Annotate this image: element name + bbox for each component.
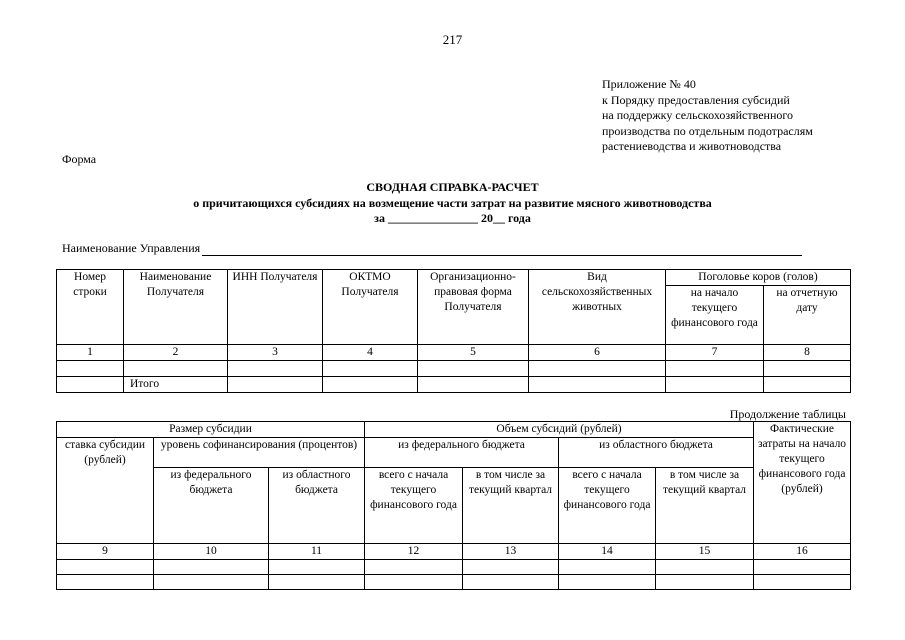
header-livestock-group: Поголовье коров (голов) (666, 270, 851, 286)
column-number: 1 (57, 345, 124, 361)
table-cell (559, 575, 656, 590)
header-recipient-name: Наименование Получателя (124, 270, 228, 345)
table-cell (228, 377, 323, 393)
column-number: 11 (269, 544, 365, 560)
total-label: Итого (124, 377, 228, 393)
table-cell (57, 361, 124, 377)
column-number: 14 (559, 544, 656, 560)
header-livestock-report: на отчетную дату (764, 286, 851, 345)
header-volume-federal: из федерального бюджета (365, 438, 559, 468)
table-cell (754, 575, 851, 590)
table-cell (365, 575, 463, 590)
column-number: 8 (764, 345, 851, 361)
title-period: за _______________ 20__ года (374, 211, 531, 226)
total-row (57, 377, 851, 393)
header-subsidy-rate: ставка субсидии (рублей) (57, 438, 154, 544)
column-number: 13 (463, 544, 559, 560)
form-label: Форма (62, 152, 97, 166)
appendix-line: Приложение № 40 (602, 77, 696, 91)
header-regional-quarter: в том числе за текущий квартал (656, 468, 754, 544)
table-row (57, 560, 851, 575)
title-line-1: СВОДНАЯ СПРАВКА-РАСЧЕТ (366, 180, 539, 194)
table-cell (764, 361, 851, 377)
header-volume-regional: из областного бюджета (559, 438, 754, 468)
column-number: 15 (656, 544, 754, 560)
header-cofin-regional: из областного бюджета (269, 468, 365, 544)
header-cofinancing: уровень софинансирования (процентов) (154, 438, 365, 468)
table-cell (559, 560, 656, 575)
appendix-line: на поддержку сельскохозяйственного (602, 108, 794, 123)
table-cell (529, 361, 666, 377)
appendix-line: к Порядку предоставления субсидий (602, 92, 790, 107)
table-cell (124, 361, 228, 377)
column-number: 12 (365, 544, 463, 560)
title-line-2: о причитающихся субсидиях на возмещение части затрат на развитие мясного животноводства (193, 195, 712, 210)
page-number: 217 (442, 32, 463, 47)
table-cell (463, 560, 559, 575)
table-cell (57, 560, 154, 575)
column-number-row (57, 544, 851, 560)
header-actual-costs: Фактические затраты на начало текущего финансового года (рублей) (754, 422, 851, 544)
header-regional-ytd: всего с начала текущего финансового года (559, 468, 656, 544)
table-cell (57, 377, 124, 393)
table-cell (666, 361, 764, 377)
appendix-line: производства по отдельным подотраслям (602, 123, 813, 138)
table-cell (529, 377, 666, 393)
header-row-number: Номер строки (57, 270, 124, 345)
column-number: 4 (323, 345, 418, 361)
summary-table-part1 (56, 269, 851, 393)
table-cell (418, 361, 529, 377)
table-cell (764, 377, 851, 393)
table-cell (154, 575, 269, 590)
table-cell (323, 361, 418, 377)
table-cell (323, 377, 418, 393)
table-cell (463, 575, 559, 590)
column-number: 3 (228, 345, 323, 361)
table-cell (269, 575, 365, 590)
header-legal-form: Организационно-правовая форма Получателя (418, 270, 529, 345)
column-number-row (57, 345, 851, 361)
table-cell (656, 575, 754, 590)
summary-table-part2 (56, 421, 851, 590)
appendix-line: растениеводства и животноводства (602, 139, 782, 154)
table-cell (754, 560, 851, 575)
column-number: 10 (154, 544, 269, 560)
table-row (57, 575, 851, 590)
column-number: 5 (418, 345, 529, 361)
continuation-label: Продолжение таблицы (729, 407, 846, 421)
table-cell (666, 377, 764, 393)
header-inn: ИНН Получателя (228, 270, 323, 345)
header-animal-type: Вид сельскохозяйственных животных (529, 270, 666, 345)
header-federal-quarter: в том числе за текущий квартал (463, 468, 559, 544)
table-cell (228, 361, 323, 377)
column-number: 7 (666, 345, 764, 361)
table-cell (57, 575, 154, 590)
column-number: 6 (529, 345, 666, 361)
header-subsidy-size: Размер субсидии (57, 422, 365, 438)
header-oktmo: ОКТМО Получателя (323, 270, 418, 345)
column-number: 2 (124, 345, 228, 361)
department-fill-line (202, 245, 802, 256)
table-cell (269, 560, 365, 575)
department-field (62, 241, 802, 256)
table-cell (154, 560, 269, 575)
table-cell (418, 377, 529, 393)
table-cell (365, 560, 463, 575)
department-label: Наименование Управления (62, 241, 201, 255)
table-cell (656, 560, 754, 575)
appendix-block (602, 77, 813, 155)
header-livestock-start: на начало текущего финансового года (666, 286, 764, 345)
column-number: 9 (57, 544, 154, 560)
header-federal-ytd: всего с начала текущего финансового года (365, 468, 463, 544)
table-row (57, 361, 851, 377)
header-cofin-federal: из федерального бюджета (154, 468, 269, 544)
column-number: 16 (754, 544, 851, 560)
header-subsidy-volume: Объем субсидий (рублей) (365, 422, 754, 438)
document-title (0, 180, 905, 227)
